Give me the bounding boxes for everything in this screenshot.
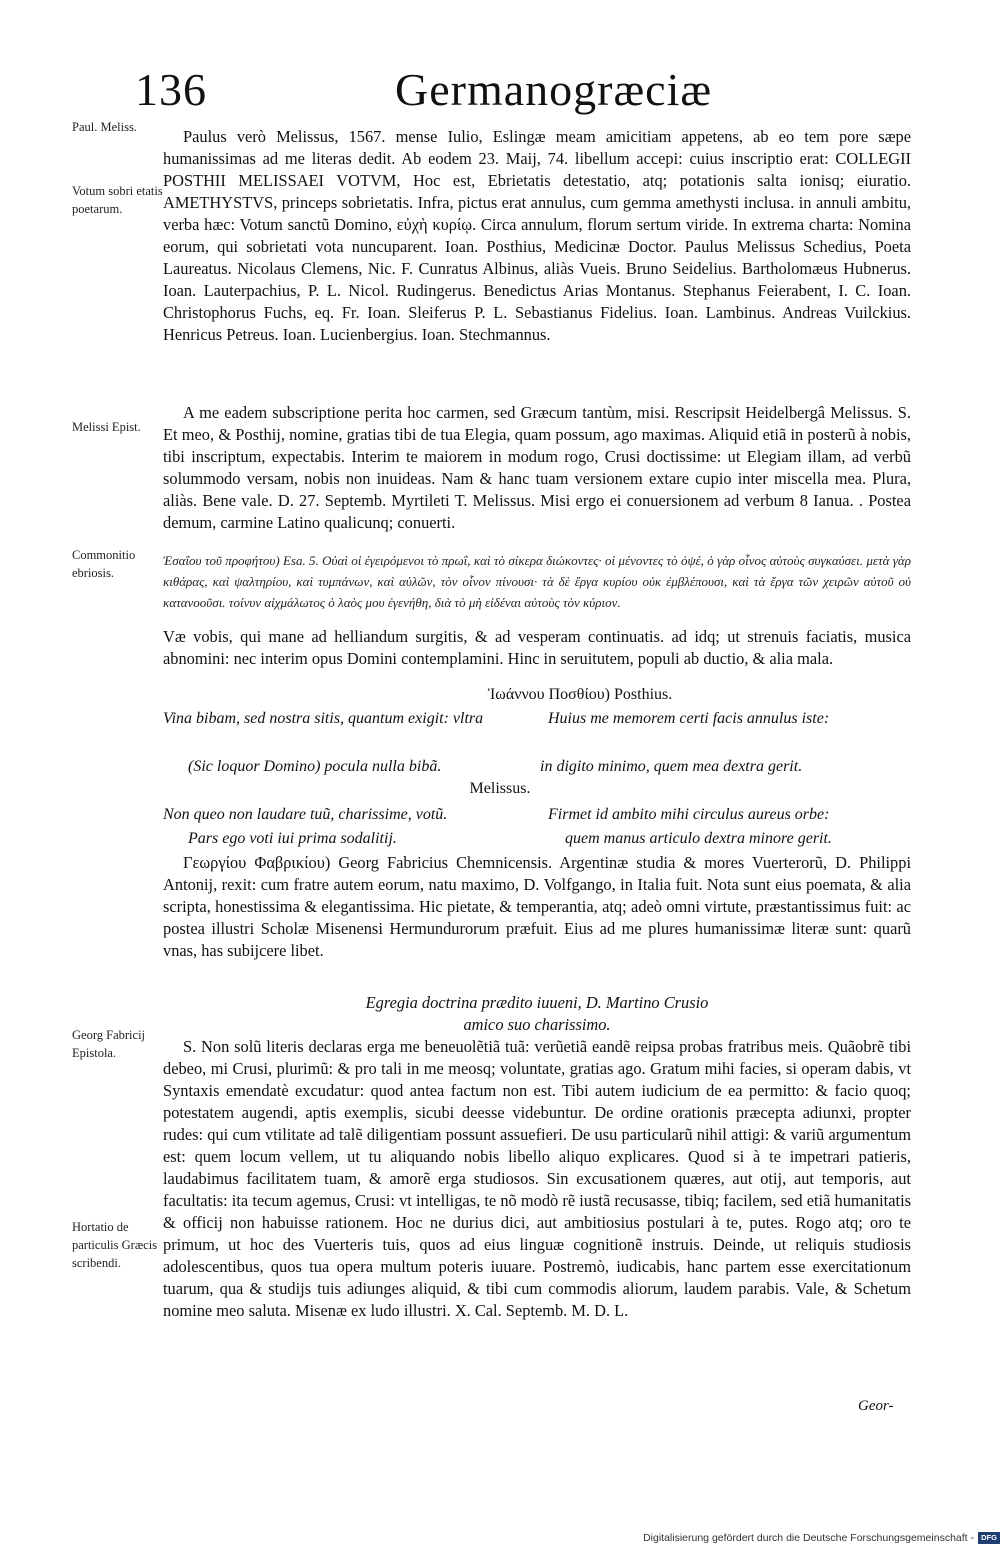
verse-left: Vina bibam, sed nostra sitis, quantum exigit: vltra bbox=[163, 710, 484, 727]
paragraph-text: Væ vobis, qui mane ad helliandum surgitis, & ad vesperam continuatis. ad idq; ut strenuis faciatis, musica abnomini: nec interim opus Domini contemplamini. Hinc in seruitutem, populi ab ductio, & alia mala. bbox=[163, 627, 911, 668]
side-note: Melissi Epist. bbox=[72, 420, 141, 434]
greek-text: Ἐσαΐου τοῦ προφήτου) Esa. 5. Οὐαὶ οἱ ἐγειρόμενοι τὸ πρωΐ, καὶ τὸ σίκερα διώκοντες· οἱ μένοντες τὸ ὀψέ, ὁ γὰρ οἶνος αὐτοὺς συγκαύσει. μετὰ γὰρ κιθάρας, καὶ ψαλτηρίου, καὶ τυμπάνων, καὶ αὐλῶν, τὸν οἶνον πίνουσι· τὰ δὲ ἔργα κυρίου οὐκ ἐμβλέπουσι, καὶ τὰ ἔργα τῶν χειρῶν αὐτοῦ οὐ κατανοοῦσι. τοίνυν αἰχμάλωτος ὁ λαὸς μου ἐγενήθη, διὰ τὸ μὴ εἰδέναι αὐτοὺς τὸν κύριον. bbox=[163, 553, 911, 610]
melissus-label: Melissus. bbox=[469, 780, 531, 797]
paragraph-text: Paulus verò Melissus, 1567. mense Iulio, Eslingæ meam amicitiam appetens, ab eo tem pore sæpe humanissimas ad me literas dedit. Ab eodem 23. Maij, 74. libellum accepi: cuius inscriptio erat: COLLEGII POSTHII MELISSAEI VOTVM, Hoc est, Ebrietatis detestatio, atq; potationis salta ionisq; eiuratio. AMETHYSTVS, princeps sobrietatis. Infra, pictus erat annulus, cum gemma amethysti inclusa. in annuli ambitu, verba hæc: Votum sanctũ Domino, εὐχὴ κυρίῳ. Circa annulum, florum sertum viride. In extrema charta: Nomina eorum, qui sobrietati vota nuncuparent. Ioan. Posthius, Medicinæ Doctor. Paulus Melissus Schedius, Poeta Laureatus. Nicolaus Clemens, Nic. F. Cunratus Albinus, aliàs Vueis. Bruno Seidelius. Bartholomæus Hubnerus. Ioan. Lauterpachius, P. L. Nicol. Rudingerus. Benedictus Arias Montanus. Stephanus Feierabent, I. C. Ioan. Christophorus Fuchs, eq. Fr. Ioan. Sleiferus P. L. Sebastianus Fidelius. Ioan. Lambinus. Andreas Vuilckius. Henricus Petreus. Ioan. Lucienbergius. Ioan. Stechmannus. bbox=[163, 127, 911, 344]
footer-text: Digitalisierung gefördert durch die Deutsche Forschungsgemeinschaft - bbox=[643, 1532, 974, 1544]
dedication-line: Egregia doctrina prædito iuueni, D. Martino Crusio bbox=[365, 993, 709, 1012]
side-note: Georg Fabricij Epistola. bbox=[72, 1028, 146, 1060]
paragraph-fabricius-letter bbox=[163, 1036, 911, 1396]
page-header bbox=[135, 62, 713, 118]
dedication-line: amico suo charissimo. bbox=[463, 1015, 611, 1034]
posthius-label: Ἰωάννου Ποσθίου) Posthius. bbox=[487, 686, 673, 703]
running-title: Germanogræciæ bbox=[395, 64, 713, 115]
paragraph-letter bbox=[163, 402, 911, 542]
greek-quotation bbox=[163, 550, 911, 624]
digitization-footer bbox=[608, 1530, 1000, 1547]
paragraph-translation bbox=[163, 626, 911, 686]
catchword: Geor- bbox=[858, 1398, 894, 1414]
verse-left-2: Pars ego voti iui prima sodalitij. bbox=[188, 830, 397, 847]
verse-left: Non queo non laudare tuũ, charissime, votũ. bbox=[163, 806, 448, 823]
verse-right-2: in digito minimo, quem mea dextra gerit. bbox=[540, 758, 803, 775]
side-note: Paul. Meliss. bbox=[72, 120, 137, 134]
paragraph-text: A me eadem subscriptione perita hoc carmen, sed Græcum tantùm, misi. Rescripsit Heidelbergâ Melissus. S. Et meo, & Posthij, nomine, gratias tibi de tua Elegia, quam possum, ago maximas. Aliquid etiã in posterũ à nobis, tibi inscriptum, expectabis. Interim te maiorem in modum rogo, Crusi doctissime: ut Elegiam illam, ad verbũ solummodo versam, nobis non inuideas. Nam & hanc tuam versionem extare cupio inter miscella mea. Plura, aliàs. Bene vale. D. 27. Septemb. Myrtileti T. Melissus. Misi ergo ei conuersionem ad verbum 8 Ianua. . Postea demum, carmine Latino qualicunq; conuerti. bbox=[163, 403, 911, 532]
paragraph-fabricius bbox=[163, 852, 911, 988]
dfg-logo: DFG bbox=[978, 1532, 1000, 1544]
paragraph-text: S. Non solũ literis declaras erga me beneuolẽtiã tuã: verũetiã eandẽ reipsa probas fratribus meis. Quãobrẽ tibi debeo, mi Crusi, plurimũ: & pro tali in me meosq; voluntate, gratias ago. Gratum mihi facies, si operam dabis, vt Syntaxis emendatè excudatur: quod antea factum non est. Tibi autem iudicium de ea permitto: & facio quoq; potestatem augendi, aptis exemplis, sicubi deesse videbuntur. De ordine orationis præcepta adiunxi, propter rudes: qui cum vtilitate ad talẽ diligentiam possunt assuefieri. De usu particularũ nihil attigi: & variũ argumentum est: quem locum vellem, ut tu aliquando nobis libello aliquo explicares. Quod si à te impetrari patieris, laudabimus facilitatem tuam, & amorẽ erga studiosos. Sin excusationem quæres, aut otij, aut temporis, aut facultatis: ita tecum agemus, Crusi: vt intelligas, te nõ modò rẽ iustã recusasse, tibiq; facilem, sed etiã humanitatis & officij non habuisse rationem. Hoc ne durius dici, aut ambitiosius postulari à te, putes. Rogo atq; oro te primum, ut hoc des Vuerteris tuis, quos ad eius linguæ cognitionẽ instruis. Deinde, ut reliquis studiosis adolescentibus, quos tua opera multum poteris iuuare. Postremò, iudicabis, hanc partem esse exercitationum tuarum, qua & studijs tuis adiunges aliquid, & tibi cum commodis aliorum, laudem parabis. Vale, & Schetum nomine meo saluta. Misenæ ex ludo illustri. X. Cal. Septemb. M. D. L. bbox=[163, 1037, 911, 1320]
paragraph-melissus bbox=[163, 126, 911, 396]
verse-right: Firmet id ambito mihi circulus aureus orbe: bbox=[548, 806, 830, 823]
side-note: Hortatio de particulis Græcis scribendi. bbox=[72, 1220, 158, 1270]
verse-left-2: (Sic loquor Domino) pocula nulla bibã. bbox=[188, 758, 442, 775]
page-number: 136 bbox=[135, 64, 207, 115]
verse-right: Huius me memorem certi facis annulus iste: bbox=[548, 710, 830, 727]
paragraph-text: Γεωργίου Φαβρικίου) Georg Fabricius Chemnicensis. Argentinæ studia & mores Vuerterorũ, D. Philippi Antonij, rexit: cum fratre autem eorum, natu maximo, D. Volfgango, in Italia fuit. Nota sunt eius poemata, & alia scripta, honestissima & elegantissima. Hic pietate, & temperantia, atq; adeò omni virtute, præstantissimus fuit: ac postea illustri Scholæ Misenensi Hermundurorum præfuit. Eius ad me plures humanissimæ literæ sunt: quarũ vnas, has subijcere libet. bbox=[163, 853, 911, 960]
side-note: Commonitio ebriosis. bbox=[72, 548, 136, 580]
verse-right-2: quem manus articulo dextra minore gerit. bbox=[565, 830, 832, 847]
side-note: Votum sobri etatis poetarum. bbox=[72, 184, 163, 216]
